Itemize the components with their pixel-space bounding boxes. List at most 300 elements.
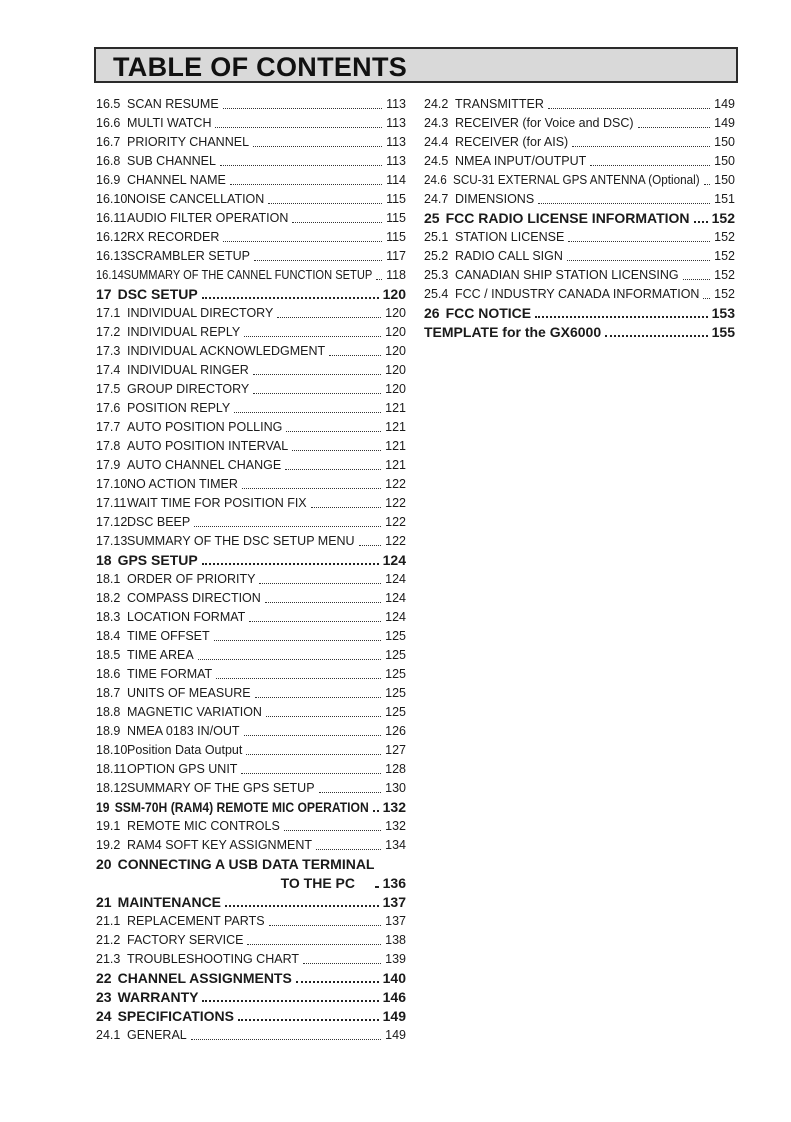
toc-chapter-entry[interactable] <box>96 893 406 912</box>
toc-entry-title: LOCATION FORMAT <box>127 610 246 624</box>
toc-entry-number: 21.3 <box>96 952 121 966</box>
toc-chapter-entry[interactable] <box>424 323 735 342</box>
toc-entry-page: 113 <box>386 154 406 168</box>
toc-entry[interactable] <box>96 912 406 931</box>
toc-entry-label <box>96 323 240 342</box>
toc-entry-number: 24.6 <box>424 173 447 187</box>
toc-leader-dots <box>223 108 382 109</box>
toc-entry-title: DSC BEEP <box>127 515 191 529</box>
toc-chapter-entry[interactable] <box>96 551 406 570</box>
toc-entry-page: 150 <box>714 173 735 187</box>
toc-entry-number: 17.6 <box>96 401 121 415</box>
toc-entry-page: 113 <box>386 97 406 111</box>
toc-entry-label <box>424 285 699 304</box>
toc-entry[interactable] <box>96 817 406 836</box>
toc-entry-label <box>96 133 249 152</box>
toc-entry-title: SUMMARY OF THE DSC SETUP MENU <box>127 534 355 548</box>
toc-leader-dots <box>316 849 381 850</box>
toc-leader-dots <box>246 754 381 755</box>
toc-entry[interactable] <box>96 608 406 627</box>
toc-entry[interactable] <box>96 532 406 551</box>
toc-entry-number: 17.3 <box>96 344 121 358</box>
toc-entry-number: 24.7 <box>424 192 449 206</box>
toc-entry-number: 16.11 <box>96 211 127 225</box>
toc-entry-page: 139 <box>385 952 406 966</box>
toc-entry-page: 146 <box>382 989 406 1005</box>
toc-chapter-entry[interactable] <box>96 1007 406 1026</box>
toc-entry-title: SUMMARY OF THE CANNEL FUNCTION SETUP <box>123 268 373 282</box>
toc-entry-label <box>96 779 315 798</box>
toc-leader-dots <box>296 981 379 983</box>
toc-entry-page: 149 <box>714 97 735 111</box>
toc-entry[interactable] <box>96 152 406 171</box>
toc-entry-number: 19 <box>96 799 110 815</box>
toc-entry-title: TIME OFFSET <box>127 629 210 643</box>
toc-entry-number: 17.5 <box>96 382 121 396</box>
toc-entry-title: RADIO CALL SIGN <box>455 249 563 263</box>
toc-entry[interactable] <box>96 931 406 950</box>
toc-entry-title: PRIORITY CHANNEL <box>127 135 250 149</box>
toc-entry-title: AUTO POSITION POLLING <box>127 420 283 434</box>
toc-entry-number: 16.13 <box>96 249 128 263</box>
toc-entry-label <box>424 266 679 285</box>
toc-entry-label <box>96 741 242 760</box>
toc-entry-label <box>96 380 249 399</box>
toc-entry-label <box>96 513 190 532</box>
toc-leader-dots <box>590 165 710 166</box>
toc-entry-page: 140 <box>382 970 406 986</box>
toc-entry-number: 24.1 <box>96 1028 121 1042</box>
toc-chapter-entry[interactable] <box>96 969 406 988</box>
toc-leader-dots <box>225 905 379 907</box>
toc-entry-number: 17 <box>96 286 112 302</box>
toc-entry-title: SCAN RESUME <box>127 97 219 111</box>
toc-entry-title: AUTO CHANNEL CHANGE <box>127 458 282 472</box>
toc-entry-label <box>424 152 586 171</box>
toc-entry-page: 128 <box>385 762 406 776</box>
toc-entry-title: WAIT TIME FOR POSITION FIX <box>127 496 307 510</box>
toc-entry-page: 113 <box>386 135 406 149</box>
toc-entry-number: 16.7 <box>96 135 121 149</box>
toc-entry-title: INDIVIDUAL ACKNOWLEDGMENT <box>127 344 326 358</box>
toc-entry-number: 17.12 <box>96 515 128 529</box>
toc-entry-page: 125 <box>385 705 406 719</box>
toc-entry-number: 17.13 <box>96 534 128 548</box>
toc-entry[interactable] <box>96 380 406 399</box>
toc-entry-page: 122 <box>385 515 406 529</box>
toc-entry-page: 115 <box>386 230 406 244</box>
toc-entry-label <box>96 171 226 190</box>
toc-entry-number: 25.1 <box>424 230 449 244</box>
toc-entry-title: SCRAMBLER SETUP <box>127 249 250 263</box>
toc-leader-dots <box>538 203 710 204</box>
toc-entry-number: 16.12 <box>96 230 128 244</box>
toc-entry[interactable] <box>424 152 735 171</box>
toc-leader-dots <box>277 317 381 318</box>
toc-entry-page: 130 <box>385 781 406 795</box>
toc-entry-label <box>96 969 292 988</box>
toc-entry-title: POSITION REPLY <box>127 401 231 415</box>
toc-leader-dots <box>247 944 381 945</box>
toc-entry[interactable] <box>424 247 735 266</box>
toc-entry-title: FCC / INDUSTRY CANADA INFORMATION <box>455 287 700 301</box>
toc-entry-title: INDIVIDUAL RINGER <box>127 363 249 377</box>
toc-entry-label <box>96 342 325 361</box>
toc-entry-label <box>96 760 237 779</box>
toc-entry-number: 18.6 <box>96 667 121 681</box>
toc-leader-dots <box>292 222 382 223</box>
toc-entry-page: 150 <box>714 135 735 149</box>
toc-leader-dots <box>255 697 381 698</box>
toc-entry-label <box>96 646 194 665</box>
toc-leader-dots <box>266 716 381 717</box>
toc-entry[interactable] <box>96 570 406 589</box>
toc-entry[interactable] <box>424 190 735 209</box>
toc-entry-title: OPTION GPS UNIT <box>127 762 238 776</box>
toc-entry[interactable] <box>96 190 406 209</box>
toc-leader-dots <box>191 1039 381 1040</box>
toc-entry-page: 152 <box>714 249 735 263</box>
toc-entry[interactable] <box>96 684 406 703</box>
toc-chapter-entry[interactable] <box>96 988 406 1007</box>
toc-entry-title: WARRANTY <box>117 989 199 1005</box>
toc-entry-page: 152 <box>711 210 735 226</box>
toc-entry-title: RECEIVER (for Voice and DSC) <box>455 116 634 130</box>
toc-leader-dots <box>373 810 379 812</box>
toc-entry-page: 149 <box>385 1028 406 1042</box>
toc-entry-label <box>96 114 211 133</box>
toc-leader-dots <box>230 184 382 185</box>
toc-entry-label <box>96 817 280 836</box>
toc-entry-number: 18.7 <box>96 686 121 700</box>
toc-entry[interactable] <box>96 399 406 418</box>
toc-leader-dots <box>286 431 381 432</box>
toc-leader-dots <box>249 621 381 622</box>
toc-entry[interactable] <box>96 950 406 969</box>
toc-entry-number: 24.5 <box>424 154 449 168</box>
toc-left-column <box>96 95 406 1045</box>
toc-entry-title: NMEA 0183 IN/OUT <box>127 724 240 738</box>
toc-entry-page: 114 <box>386 173 406 187</box>
toc-entry-title: REMOTE MIC CONTROLS <box>127 819 280 833</box>
toc-entry-title: STATION LICENSE <box>455 230 565 244</box>
toc-entry-number: 24.3 <box>424 116 449 130</box>
toc-entry-page: 127 <box>385 743 406 757</box>
toc-entry-page: 115 <box>386 211 406 225</box>
toc-leader-dots <box>244 336 381 337</box>
toc-entry-number: 16.9 <box>96 173 121 187</box>
toc-leader-dots <box>223 241 382 242</box>
toc-entry-number: 18.9 <box>96 724 121 738</box>
toc-leader-dots <box>244 735 381 736</box>
toc-entry-title: SUMMARY OF THE GPS SETUP <box>127 781 315 795</box>
toc-entry[interactable] <box>96 475 406 494</box>
toc-entry-label <box>96 589 261 608</box>
toc-entry[interactable] <box>96 665 406 684</box>
toc-chapter-entry[interactable] <box>424 209 735 228</box>
toc-entry[interactable] <box>96 646 406 665</box>
toc-entry-number: 16.14 <box>96 268 124 282</box>
toc-entry[interactable] <box>424 114 735 133</box>
toc-entry-title: CANADIAN SHIP STATION LICENSING <box>455 268 679 282</box>
toc-right-column <box>424 95 735 342</box>
toc-leader-dots <box>285 469 381 470</box>
toc-entry-page: 152 <box>714 230 735 244</box>
toc-leader-dots <box>238 1019 379 1021</box>
toc-entry-number: 21 <box>96 894 112 910</box>
toc-entry[interactable] <box>96 627 406 646</box>
toc-entry-title: ORDER OF PRIORITY <box>127 572 256 586</box>
toc-entry-page: 121 <box>385 401 406 415</box>
toc-entry[interactable] <box>96 836 406 855</box>
toc-entry-title: TRANSMITTER <box>455 97 544 111</box>
toc-entry-number: 24.4 <box>424 135 449 149</box>
toc-leader-dots <box>259 583 381 584</box>
toc-entry-label <box>424 133 568 152</box>
toc-entry-page: 149 <box>382 1008 406 1024</box>
toc-entry[interactable] <box>96 266 406 285</box>
toc-entry-title: AUDIO FILTER OPERATION <box>127 211 289 225</box>
toc-entry[interactable] <box>424 228 735 247</box>
toc-entry-page: 120 <box>385 363 406 377</box>
toc-entry-number: 16.5 <box>96 97 121 111</box>
toc-entry-label <box>424 228 564 247</box>
toc-entry-number: 21.2 <box>96 933 121 947</box>
toc-entry-page: 137 <box>385 914 406 928</box>
toc-leader-dots <box>202 563 379 565</box>
toc-entry[interactable] <box>96 247 406 266</box>
toc-entry[interactable] <box>96 589 406 608</box>
toc-entry-number: 26 <box>424 305 440 321</box>
toc-entry-label <box>96 665 212 684</box>
toc-leader-dots <box>202 1000 379 1002</box>
toc-leader-dots <box>284 830 381 831</box>
toc-leader-dots <box>242 488 381 489</box>
toc-leader-dots <box>376 279 382 280</box>
toc-entry-label <box>96 532 355 551</box>
toc-leader-dots <box>329 355 381 356</box>
toc-entry-page: 126 <box>385 724 406 738</box>
toc-entry[interactable] <box>96 361 406 380</box>
toc-entry-page: 151 <box>714 192 735 206</box>
toc-entry[interactable] <box>96 171 406 190</box>
toc-entry[interactable] <box>96 1026 406 1045</box>
toc-entry[interactable] <box>424 95 735 114</box>
toc-leader-dots <box>253 393 381 394</box>
toc-entry-label <box>424 304 531 323</box>
toc-entry-number: 17.1 <box>96 306 121 320</box>
toc-entry-title: SSM-70H (RAM4) REMOTE MIC OPERATION <box>114 799 369 815</box>
toc-leader-dots <box>253 374 381 375</box>
toc-leader-dots <box>605 335 708 337</box>
toc-entry-number: 24 <box>96 1008 112 1024</box>
toc-entry-label <box>424 190 534 209</box>
toc-leader-dots <box>638 127 710 128</box>
toc-entry-title: RECEIVER (for AIS) <box>455 135 569 149</box>
toc-leader-dots <box>292 450 381 451</box>
toc-entry-title: GENERAL <box>127 1028 187 1042</box>
toc-entry-page: 120 <box>385 325 406 339</box>
toc-entry-page: 118 <box>386 268 406 282</box>
toc-entry[interactable] <box>96 456 406 475</box>
toc-leader-dots <box>703 298 710 299</box>
toc-entry-page: 153 <box>711 305 735 321</box>
toc-entry-page: 117 <box>386 249 406 263</box>
toc-leader-dots <box>694 221 708 223</box>
toc-entry[interactable] <box>96 342 406 361</box>
toc-leader-dots <box>220 165 382 166</box>
toc-entry-page: 125 <box>385 667 406 681</box>
toc-entry-label <box>96 418 282 437</box>
toc-entry-page: 155 <box>711 324 735 340</box>
toc-leader-dots <box>268 203 382 204</box>
toc-entry[interactable] <box>96 133 406 152</box>
toc-entry-title: SCU-31 EXTERNAL GPS ANTENNA (Optional) <box>453 173 700 187</box>
toc-leader-dots <box>704 184 710 185</box>
toc-entry-number: 18.8 <box>96 705 121 719</box>
toc-entry-title: TO THE PC <box>280 875 355 891</box>
toc-entry-page: 125 <box>385 686 406 700</box>
toc-entry-page: 138 <box>385 933 406 947</box>
toc-entry-title: MAGNETIC VARIATION <box>127 705 262 719</box>
toc-chapter-entry[interactable] <box>96 855 406 874</box>
toc-entry-title: FCC RADIO LICENSE INFORMATION <box>445 210 690 226</box>
toc-entry-number: 19.2 <box>96 838 121 852</box>
toc-entry-number: 18.3 <box>96 610 121 624</box>
toc-entry-title: SUB CHANNEL <box>127 154 216 168</box>
toc-entry-label <box>96 703 262 722</box>
toc-leader-dots <box>234 412 381 413</box>
toc-entry-title: GROUP DIRECTORY <box>127 382 250 396</box>
toc-entry-title: INDIVIDUAL REPLY <box>127 325 241 339</box>
toc-leader-dots <box>265 602 381 603</box>
toc-entry-number: 20 <box>96 856 112 872</box>
toc-entry[interactable] <box>424 285 735 304</box>
toc-entry-title: UNITS OF MEASURE <box>127 686 251 700</box>
toc-entry-page: 120 <box>382 286 406 302</box>
toc-entry-number: 17.11 <box>96 496 127 510</box>
toc-entry-title: FCC NOTICE <box>445 305 532 321</box>
toc-entry[interactable] <box>96 722 406 741</box>
toc-entry-label <box>424 323 601 342</box>
toc-entry-page: 136 <box>382 875 406 891</box>
toc-leader-dots <box>269 925 381 926</box>
toc-entry-title: RX RECORDER <box>127 230 220 244</box>
toc-entry[interactable] <box>96 418 406 437</box>
toc-entry-title: DIMENSIONS <box>455 192 535 206</box>
toc-entry[interactable] <box>96 95 406 114</box>
toc-entry-title: NMEA INPUT/OUTPUT <box>455 154 587 168</box>
toc-chapter-entry[interactable] <box>424 304 735 323</box>
toc-entry-number: 23 <box>96 989 112 1005</box>
toc-entry-number: 18 <box>96 552 112 568</box>
toc-entry-title: NO ACTION TIMER <box>127 477 238 491</box>
toc-leader-dots <box>548 108 710 109</box>
toc-entry-label <box>96 836 312 855</box>
toc-entry-page: 152 <box>714 287 735 301</box>
toc-entry[interactable] <box>96 304 406 323</box>
toc-leader-dots <box>303 963 381 964</box>
toc-entry[interactable] <box>96 513 406 532</box>
toc-entry[interactable] <box>96 741 406 760</box>
toc-entry-number: 18.4 <box>96 629 121 643</box>
toc-entry-title: TIME FORMAT <box>127 667 213 681</box>
toc-entry-number: 18.10 <box>96 743 128 757</box>
toc-entry[interactable] <box>96 209 406 228</box>
toc-entry-label <box>96 1007 234 1026</box>
toc-leader-dots <box>254 260 382 261</box>
toc-entry-label <box>96 893 221 912</box>
toc-entry-number: 21.1 <box>96 914 121 928</box>
toc-entry-number: 18.12 <box>96 781 128 795</box>
toc-entry[interactable] <box>96 323 406 342</box>
toc-entry-number: 17.2 <box>96 325 121 339</box>
toc-entry-label <box>96 912 265 931</box>
toc-entry-label <box>96 551 198 570</box>
toc-chapter-entry[interactable] <box>96 798 406 817</box>
toc-leader-dots <box>216 678 381 679</box>
toc-entry[interactable] <box>96 437 406 456</box>
toc-entry-title: CHANNEL ASSIGNMENTS <box>117 970 292 986</box>
toc-entry-page: 125 <box>385 629 406 643</box>
toc-chapter-entry[interactable] <box>96 285 406 304</box>
toc-entry-page: 121 <box>385 439 406 453</box>
toc-entry[interactable] <box>96 228 406 247</box>
toc-entry[interactable] <box>96 494 406 513</box>
toc-entry-title: COMPASS DIRECTION <box>127 591 261 605</box>
toc-entry[interactable] <box>96 760 406 779</box>
toc-entry-label <box>96 988 198 1007</box>
toc-entry-title: Position Data Output <box>127 743 243 757</box>
toc-entry[interactable] <box>424 266 735 285</box>
toc-entry-number: 16.6 <box>96 116 121 130</box>
toc-entry[interactable] <box>424 133 735 152</box>
toc-entry-label <box>96 95 219 114</box>
toc-entry-label <box>96 152 216 171</box>
toc-entry-page: 149 <box>714 116 735 130</box>
toc-entry-label <box>96 190 264 209</box>
toc-entry[interactable] <box>96 703 406 722</box>
toc-leader-dots <box>253 146 382 147</box>
toc-leader-dots <box>215 127 382 128</box>
toc-leader-dots <box>194 526 381 527</box>
toc-entry-title: RAM4 SOFT KEY ASSIGNMENT <box>127 838 312 852</box>
toc-leader-dots <box>535 316 708 318</box>
toc-entry-number: 17.4 <box>96 363 121 377</box>
page-title: TABLE OF CONTENTS <box>113 52 408 82</box>
toc-entry-number: 17.10 <box>96 477 128 491</box>
toc-entry-title: AUTO POSITION INTERVAL <box>127 439 289 453</box>
toc-entry-label <box>96 684 251 703</box>
toc-entry-number: 25.3 <box>424 268 449 282</box>
toc-entry-label <box>424 114 634 133</box>
toc-entry-title: TROUBLESHOOTING CHART <box>127 952 300 966</box>
toc-entry[interactable] <box>96 874 406 893</box>
toc-entry-page: 124 <box>382 552 406 568</box>
toc-leader-dots <box>359 545 381 546</box>
toc-entry[interactable] <box>96 114 406 133</box>
toc-leader-dots <box>241 773 381 774</box>
toc-entry-label <box>96 304 273 323</box>
toc-entry[interactable] <box>96 779 406 798</box>
toc-entry-number: 22 <box>96 970 112 986</box>
toc-entry-label <box>96 798 369 817</box>
toc-entry-label <box>424 247 563 266</box>
toc-header-bar <box>94 47 738 83</box>
toc-entry-page: 132 <box>385 819 406 833</box>
toc-entry-title: GPS SETUP <box>117 552 198 568</box>
toc-entry[interactable] <box>424 171 735 190</box>
